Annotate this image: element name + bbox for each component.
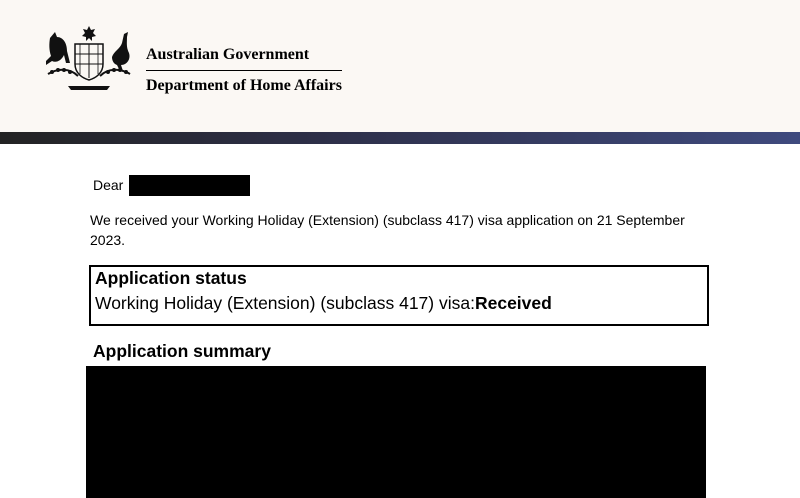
intro-text: We received your Working Holiday (Extension) (subclass 417) visa application on 21 September 2023. [90,212,685,248]
header-band [0,132,800,144]
salutation: Dear [93,177,124,193]
government-name: Australian Government [146,46,310,63]
status-value: Received [474,293,552,313]
coat-of-arms-icon [42,24,136,96]
summary-heading: Application summary [93,341,271,361]
application-status-box [89,265,709,326]
visa-type: Working Holiday (Extension) (subclass 417) visa: [95,293,475,313]
status-line [95,293,552,314]
status-heading: Application status [95,268,247,288]
redacted-summary [86,366,706,498]
department-name: Department of Home Affairs [146,77,342,94]
letterhead-divider [146,70,342,71]
redacted-name [129,175,250,196]
letterhead [0,0,800,132]
